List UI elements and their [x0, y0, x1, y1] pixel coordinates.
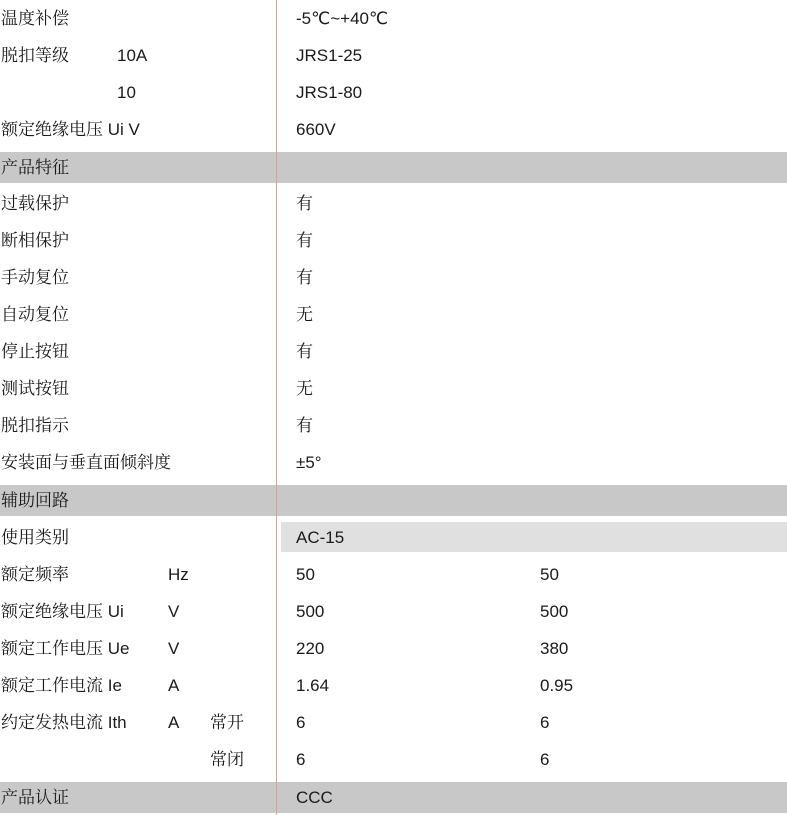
row-value: 500: [296, 602, 325, 621]
row-label: 断相保护: [1, 231, 69, 250]
row-label: 自动复位: [1, 305, 69, 324]
row-label: 额定工作电压 Ue: [1, 639, 130, 658]
row-label: 额定绝缘电压 Ui: [1, 602, 124, 621]
row-value: JRS1-80: [296, 83, 363, 102]
row-value-2: 6: [540, 713, 550, 732]
row-unit: V: [168, 639, 180, 658]
table-row: [0, 593, 787, 630]
table-row: [0, 444, 787, 481]
table-row: [0, 296, 787, 333]
row-subtype: 常开: [210, 713, 244, 732]
row-value: 有: [296, 231, 313, 250]
row-value: 6: [296, 750, 306, 769]
row-unit: A: [168, 713, 180, 732]
table-row: [0, 0, 787, 37]
row-value-2: 50: [540, 565, 559, 584]
certification-value: CCC: [296, 788, 333, 807]
row-label: 过载保护: [1, 194, 69, 213]
table-row: [0, 704, 787, 741]
table-row: [0, 519, 787, 556]
table-row: [0, 185, 787, 222]
table-row: [0, 259, 787, 296]
row-value: -5℃~+40℃: [296, 9, 389, 28]
table-row: [0, 222, 787, 259]
table-row: [0, 741, 787, 778]
row-value-2: 0.95: [540, 676, 574, 695]
column-divider: [276, 0, 277, 815]
section-header: [0, 152, 787, 183]
table-row: [0, 111, 787, 148]
row-value: 有: [296, 194, 313, 213]
row-label: 脱扣指示: [1, 416, 69, 435]
row-label: 停止按钮: [1, 342, 69, 361]
row-label: 额定频率: [1, 565, 69, 584]
row-value: 有: [296, 416, 313, 435]
row-value-2: 6: [540, 750, 550, 769]
row-label: 测试按钮: [1, 379, 69, 398]
row-class: 10A: [117, 46, 148, 65]
row-value: 50: [296, 565, 315, 584]
row-value-2: 380: [540, 639, 569, 658]
row-label: 安装面与垂直面倾斜度: [1, 453, 171, 472]
row-value: AC-15: [296, 528, 345, 547]
row-value: 无: [296, 379, 313, 398]
row-unit: A: [168, 676, 180, 695]
row-value: 6: [296, 713, 306, 732]
value-highlight: [281, 522, 787, 552]
row-unit: V: [168, 602, 180, 621]
row-unit: Hz: [168, 565, 189, 584]
row-value: 1.64: [296, 676, 330, 695]
row-value: 有: [296, 268, 313, 287]
section-title: 辅助回路: [1, 491, 69, 510]
table-row: [0, 74, 787, 111]
row-value: 有: [296, 342, 313, 361]
row-label: 约定发热电流 Ith: [1, 713, 127, 732]
row-label: 额定绝缘电压 Ui V: [1, 120, 140, 139]
section-title: 产品特征: [1, 158, 69, 177]
section-header: [0, 782, 787, 813]
row-value: 220: [296, 639, 325, 658]
table-row: [0, 407, 787, 444]
row-label: 脱扣等级: [1, 46, 69, 65]
table-row: [0, 37, 787, 74]
row-label: 使用类别: [1, 528, 69, 547]
row-label: 手动复位: [1, 268, 69, 287]
row-value: JRS1-25: [296, 46, 363, 65]
row-class: 10: [117, 83, 136, 102]
table-row: [0, 333, 787, 370]
row-value: 无: [296, 305, 313, 324]
table-row: [0, 556, 787, 593]
row-value: 660V: [296, 120, 336, 139]
row-value: ±5°: [296, 453, 322, 472]
section-title: 产品认证: [1, 788, 69, 807]
row-label: 温度补偿: [1, 9, 69, 28]
table-row: [0, 667, 787, 704]
section-header: [0, 485, 787, 516]
table-row: [0, 370, 787, 407]
table-row: [0, 630, 787, 667]
row-value-2: 500: [540, 602, 569, 621]
row-subtype: 常闭: [210, 750, 244, 769]
row-label: 额定工作电流 Ie: [1, 676, 122, 695]
